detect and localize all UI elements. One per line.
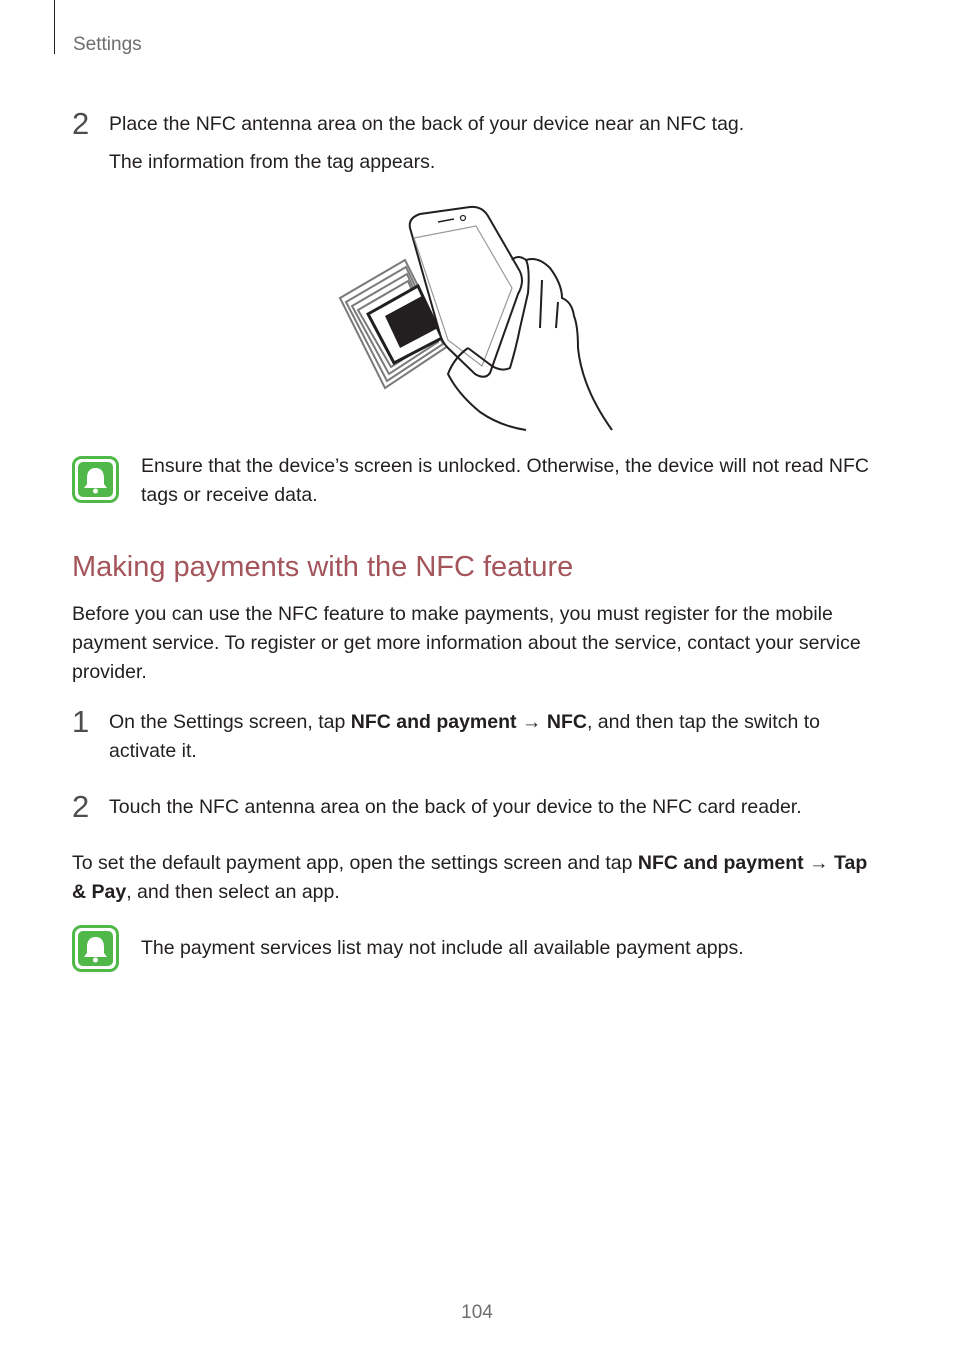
section-intro: Before you can use the NFC feature to make payments, you must register for the mobile payment service. To register or get more information about the service, contact your service provider. — [72, 603, 861, 683]
step-result: The information from the tag appears. — [109, 151, 436, 173]
step-touch-reader: Touch the NFC antenna area on the back of your device to the NFC card reader. — [109, 796, 802, 818]
note-payment-list: The payment services list may not include all available payment apps. — [141, 937, 744, 959]
menu-nfc-and-payment: NFC and payment — [350, 711, 517, 733]
phone-icon — [410, 207, 522, 377]
step-number: 1 — [72, 704, 90, 739]
step-instruction: Place the NFC antenna area on the back of your device near an NFC tag. — [109, 113, 745, 135]
default-app-paragraph: To set the default payment app, open the settings screen and tap NFC and payment → Tap & Pay, and then select an app. — [72, 852, 868, 903]
page-number: 104 — [461, 1302, 493, 1323]
running-header: Settings — [73, 34, 142, 55]
menu-nfc-and-payment: NFC and payment — [637, 852, 804, 874]
margin-rule — [54, 0, 55, 54]
note-screen-unlocked: Ensure that the device’s screen is unlocked. Otherwise, the device will not read NFC tags or receive data. — [141, 455, 869, 506]
nfc-tag-illustration — [330, 198, 630, 434]
section-title: Making payments with the NFC feature — [72, 551, 574, 583]
menu-nfc: NFC — [546, 711, 587, 733]
note-bell-icon — [72, 456, 119, 503]
step-number: 2 — [72, 106, 90, 141]
menu-tap-and-pay: Tap & Pay — [72, 852, 868, 903]
step-number: 2 — [72, 789, 90, 824]
note-bell-icon — [72, 925, 119, 972]
step-activate-nfc: On the Settings screen, tap NFC and payment → NFC, and then tap the switch to activate it. — [109, 711, 821, 762]
